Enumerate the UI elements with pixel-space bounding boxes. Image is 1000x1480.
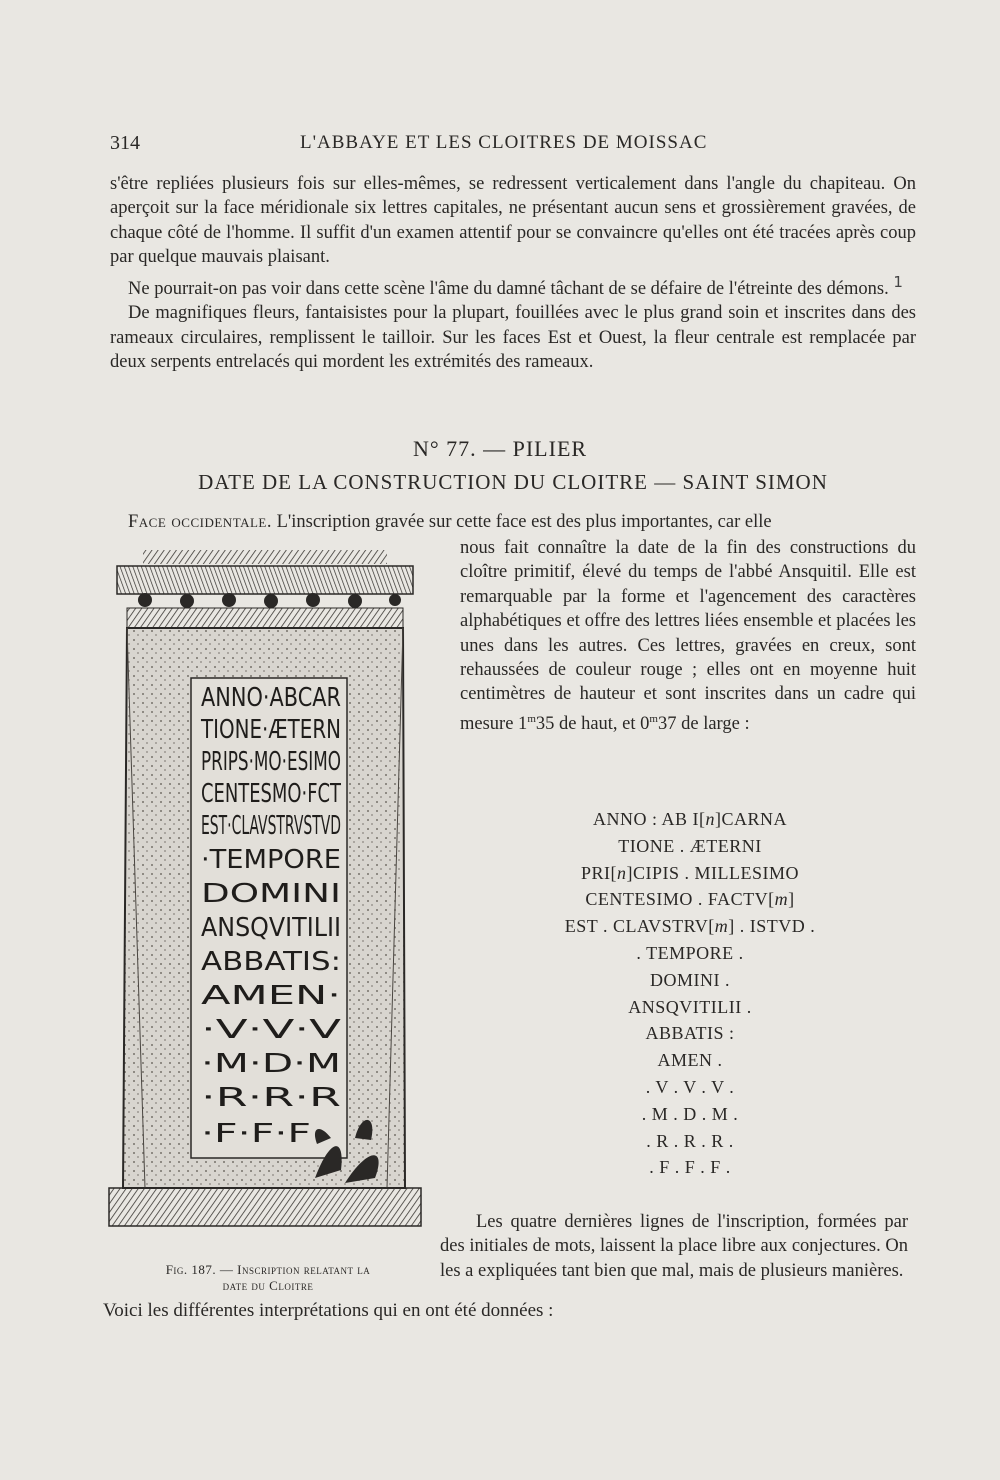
inscription-text: . TEMPORE .	[636, 942, 744, 963]
inscription-text: ] . ISTVD .	[728, 916, 816, 937]
inscription-text: . R . R . R .	[646, 1130, 734, 1151]
inscription-text: CENTESIMO . FACTV[	[585, 889, 775, 910]
carved-line: DOMINI	[201, 879, 341, 909]
inscription-line	[470, 886, 910, 913]
intro-text	[110, 172, 916, 374]
carved-line: ·R·R·R	[201, 1083, 341, 1113]
carved-line: ·TEMPORE	[201, 845, 341, 875]
inscription-text: AMEN .	[657, 1050, 723, 1071]
carved-line: CENTESMO·FCT	[201, 779, 342, 809]
inscription-text: ]CARNA	[714, 809, 787, 829]
inscription-text: . V . V . V .	[645, 1076, 735, 1097]
carved-line: AMEN·	[201, 981, 341, 1011]
figure-caption	[112, 1262, 424, 1294]
restored-letter: m	[714, 916, 729, 937]
inscription-text: ]	[788, 889, 795, 910]
page-number: 314	[110, 132, 140, 154]
face-label: Face occidentale.	[128, 512, 272, 532]
unit-superscript: m	[649, 712, 658, 725]
inscription-line	[470, 994, 910, 1021]
inscription-text: TIONE . ÆTERNI	[618, 835, 762, 856]
inscription-text: ANSQVITILII .	[628, 996, 752, 1017]
inscription-line	[470, 860, 910, 887]
carved-line: TIONE·ÆTERN	[200, 715, 341, 745]
pillar-illustration	[105, 538, 425, 1238]
inscription-line	[470, 1101, 910, 1128]
inscription-text: . M . D . M .	[641, 1103, 739, 1124]
carved-line: EST·CLAVSTRVSTVD	[201, 811, 341, 841]
carved-line: ANSQVITILII	[201, 913, 341, 943]
paragraph-text: Ne pourrait-on pas voir dans cette scène l'âme du damné tâchant de se défaire de l'étreinte des démons.	[128, 278, 889, 299]
inscription-line	[470, 940, 910, 967]
paragraph: Les quatre dernières lignes de l'inscription, formées par des initiales de mots, laissent la place libre aux conjectures. On les a expliquées tant bien que mal, mais de plusieurs manières.	[440, 1212, 908, 1281]
lead-line	[128, 510, 916, 534]
restored-letter: n	[617, 862, 627, 883]
inscription-line	[470, 1128, 910, 1155]
caption-line: Fig. 187. — Inscription relatant la	[165, 1262, 371, 1277]
inscription-transcription	[470, 806, 910, 1181]
description-text: 35 de haut, et 0	[535, 714, 650, 734]
restored-letter: m	[774, 889, 789, 910]
inscription-line	[470, 1074, 910, 1101]
unit-superscript: m	[527, 712, 536, 725]
pillar-engraving	[105, 538, 425, 1238]
inscription-line	[470, 806, 910, 833]
description-text: nous fait connaître la date de la fin des constructions du cloître primitif, élevé du temps de l'abbé Ansquitil. Elle est remarquable par la forme et l'agencement des caractères alphabétiques et offre des lettres liées ensemble et placées les unes dans les autres. Ces lettres, gravées en creux, sont rehaussées de couleur rouge ; elles ont en moyenne huit centimètres de hauteur et sont inscrites dans un cadre qui mesure 1	[460, 538, 916, 734]
carved-line: ·M·D·M	[201, 1049, 341, 1079]
carved-line: ANNO·ABCAR	[201, 683, 341, 713]
inscription-text: ]CIPIS . MILLESIMO	[626, 862, 800, 883]
closing-text	[440, 1210, 908, 1283]
running-title: L'ABBAYE ET LES CLOITRES DE MOISSAC	[300, 132, 708, 153]
section-number: N° 77. — PILIER	[412, 436, 588, 461]
inscription-line	[470, 833, 910, 860]
section-subtitle: DATE DE LA CONSTRUCTION DU CLOITRE — SAINT SIMON	[198, 470, 828, 494]
inscription-text: DOMINI .	[650, 969, 730, 990]
inscription-line	[470, 1047, 910, 1074]
closing-line: Voici les différentes interprétations qui en ont été données :	[103, 1300, 554, 1321]
inscription-line	[470, 1154, 910, 1181]
carved-line: ABBATIS:	[201, 947, 341, 977]
restored-letter: n	[705, 809, 715, 829]
description-text: 37 de large :	[657, 714, 750, 734]
inscription-text: ANNO : AB I[	[592, 809, 706, 829]
description-column	[460, 536, 916, 736]
inscription-text: EST . CLAVSTRV[	[564, 916, 715, 937]
inscription-line	[470, 913, 910, 940]
carved-line: ·V·V·V	[201, 1015, 342, 1045]
paragraph: De magnifiques fleurs, fantaisistes pour la plupart, fouillées avec le plus grand soin et inscrites dans des rameaux circulaires, remplissent le tailloir. Sur les faces Est et Ouest, la fleur centrale est remplacée par deux serpents entrelacés qui mordent les extrémités des rameaux.	[110, 303, 916, 372]
inscription-text: ABBATIS :	[645, 1023, 735, 1044]
paragraph	[110, 270, 916, 302]
paragraph: s'être repliées plusieurs fois sur elles-mêmes, se redressent verticalement dans l'angle du chapiteau. On aperçoit sur la face méridionale six lettres capitales, ne présentant aucun sens et grossièrement gravées, de chaque côté de l'homme. Il suffit d'un examen attentif pour se convaincre qu'elles ont été tracées après coup par quelque mauvais plaisant.	[110, 174, 916, 268]
carved-line: PRIPS·MO·ESIMO	[201, 747, 341, 777]
inscription-text: PRI[	[580, 862, 617, 883]
footnote-mark: 1	[893, 272, 903, 291]
lead-text: L'inscription gravée sur cette face est des plus importantes, car elle	[276, 512, 772, 532]
inscription-line	[470, 967, 910, 994]
inscription-line	[470, 1020, 910, 1047]
caption-line: date du Cloitre	[222, 1278, 314, 1293]
carved-line: ·F·F·F	[201, 1119, 311, 1149]
running-head	[110, 132, 920, 162]
inscription-text: . F . F . F .	[649, 1157, 731, 1178]
